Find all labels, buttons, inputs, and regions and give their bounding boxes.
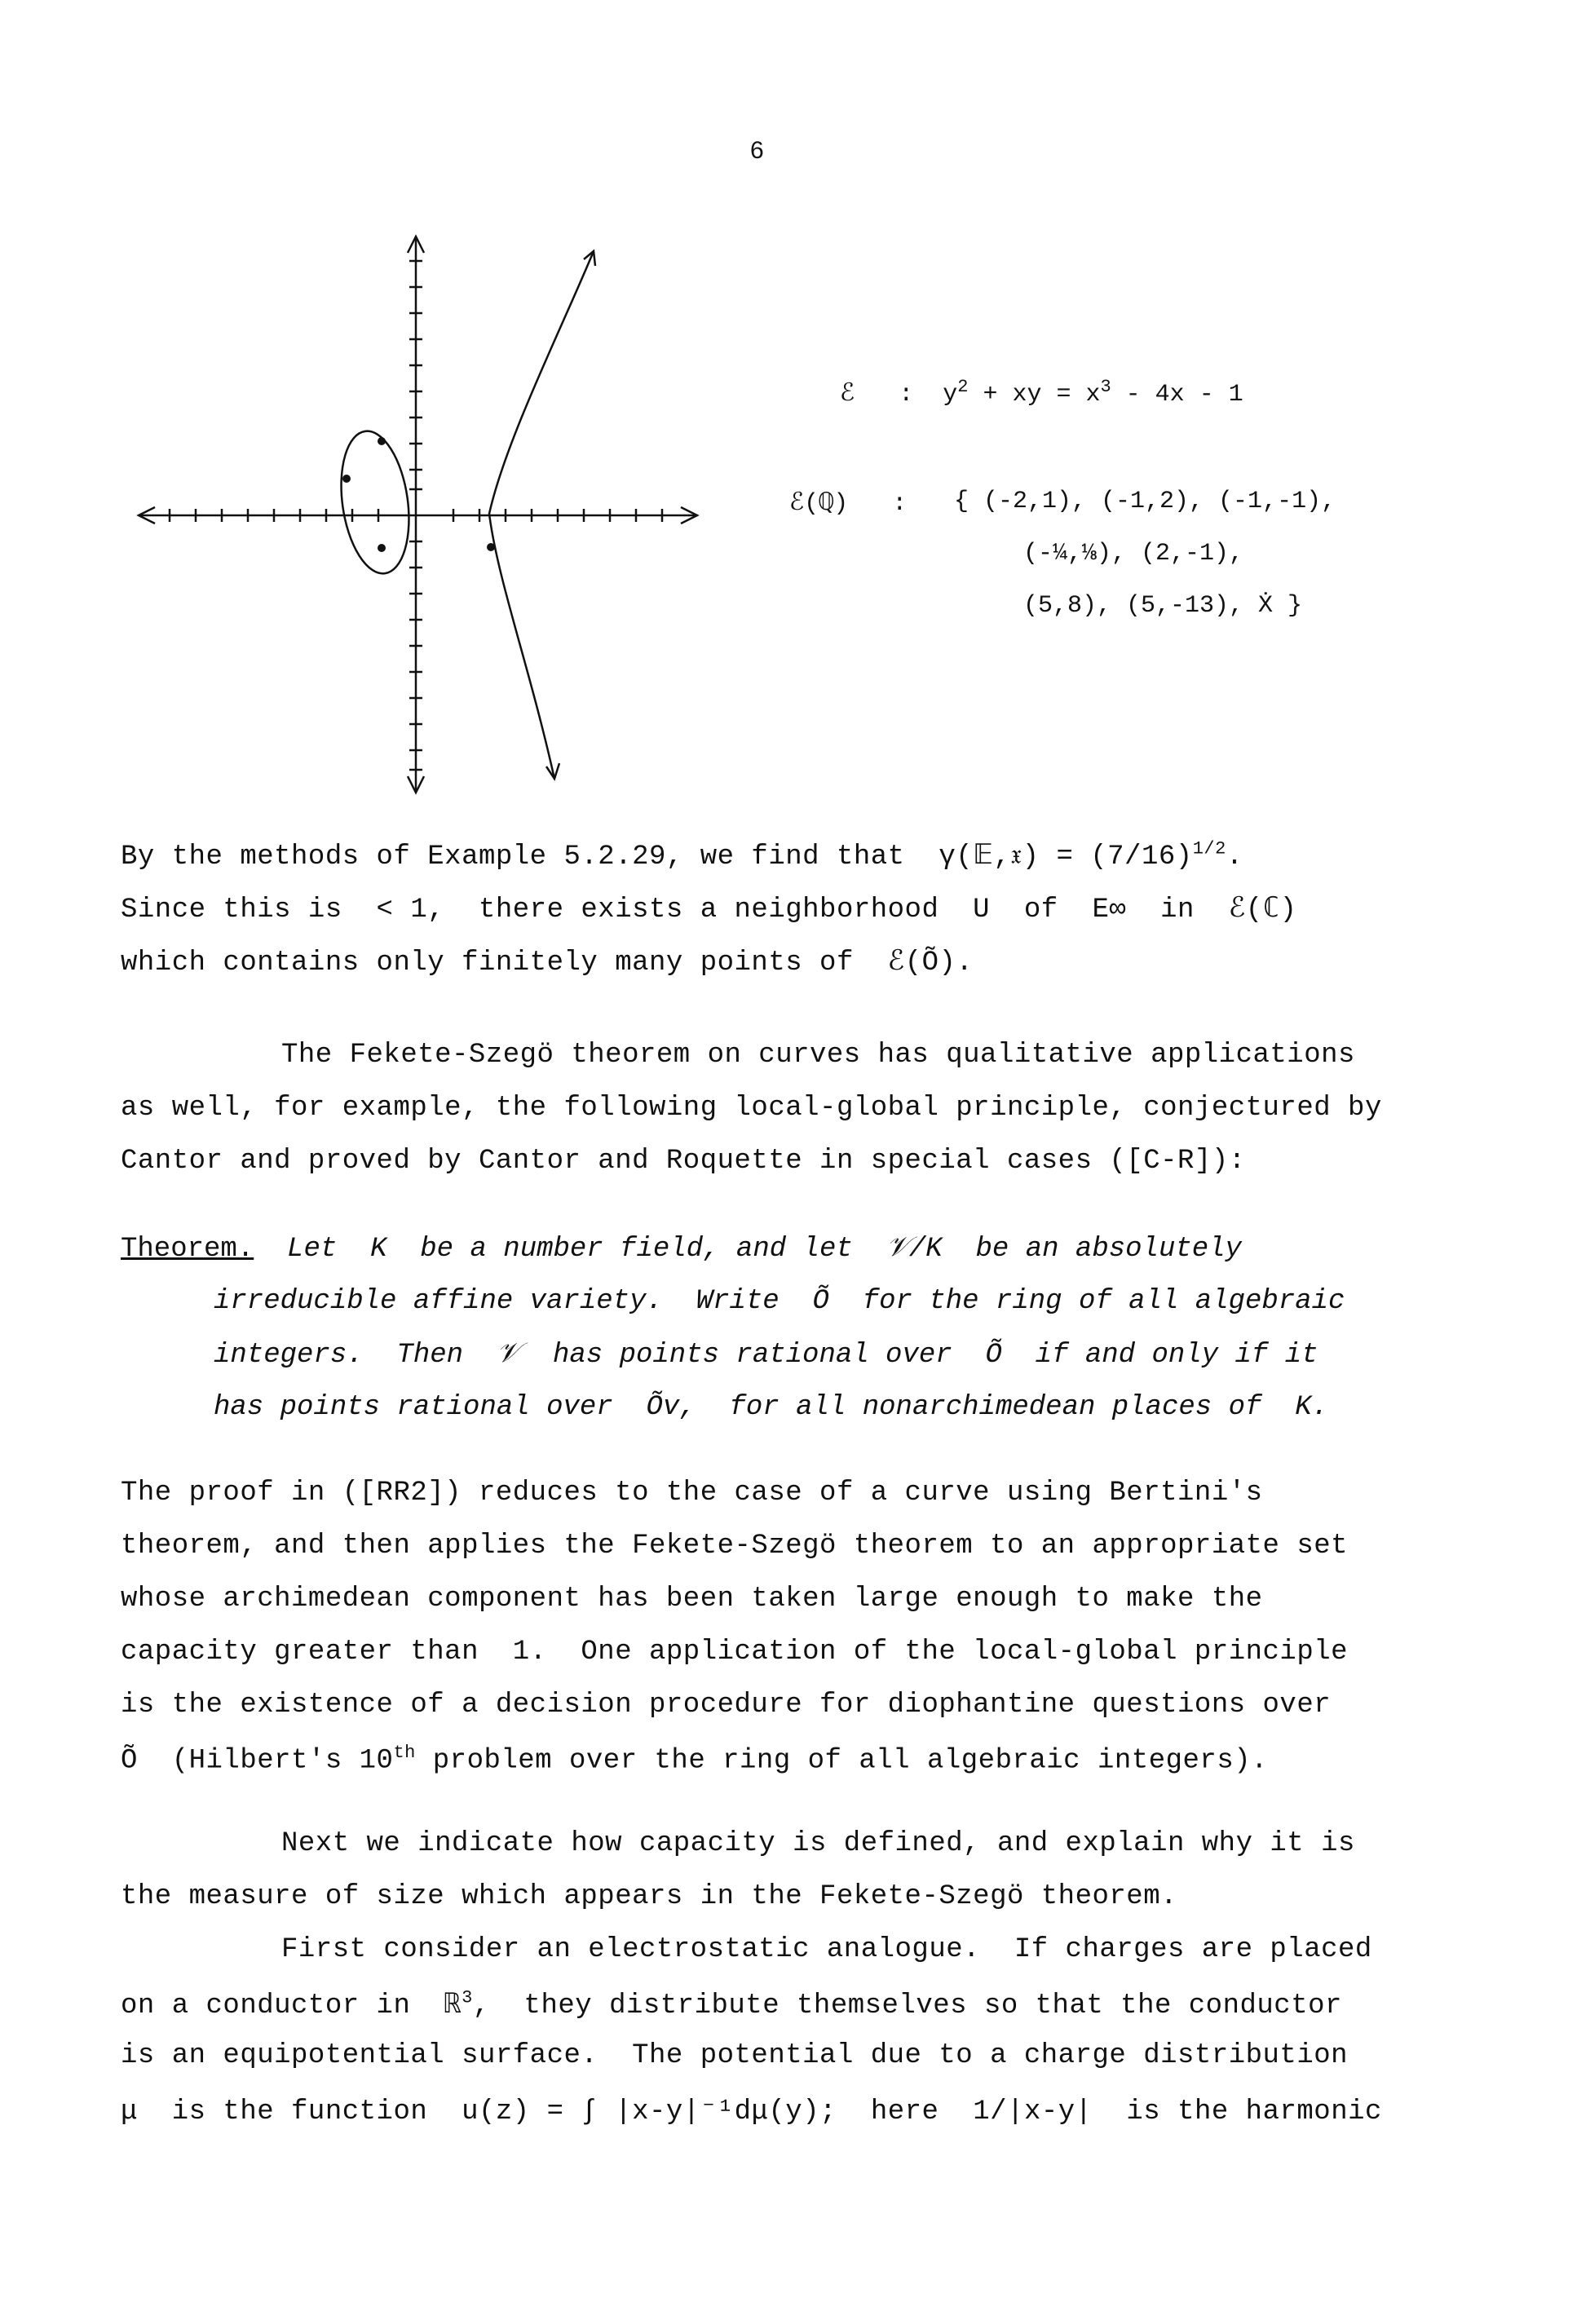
page-number: 6 [750,137,764,164]
para4-line2: the measure of size which appears in the Fekete-Szegö theorem. [121,1881,1178,1912]
para5-line4: μ is the function u(z) = ∫ |x-y|⁻¹dμ(y); here 1/|x-y| is the harmonic [121,2096,1382,2127]
para5-line2-end: , they distribute themselves so that the conductor [472,1990,1342,2021]
para2-line2: as well, for example, the following local-global principle, conjectured by [121,1093,1382,1124]
para5-line2-text: on a conductor in ℝ [121,1990,462,2021]
para1-line1-end: . [1226,842,1243,873]
elliptic-curve-plot [122,228,709,815]
para3-line6-sup: th [393,1743,416,1763]
para2-line1: The Fekete-Szegö theorem on curves has qualitative applications [281,1040,1355,1071]
para3-line5: is the existence of a decision procedure for diophantine questions over [121,1690,1332,1721]
para1-line1-text: By the methods of Example 5.2.29, we find that γ(𝔼,𝔵) = (7/16) [121,842,1193,873]
para1-line3: which contains only finitely many points of ℰ(Õ). [121,948,974,979]
theorem-heading: Theorem. [121,1234,254,1265]
para3-line2: theorem, and then applies the Fekete-Szegö theorem to an appropriate set [121,1531,1349,1562]
para3-line6 [121,1743,1268,1776]
para5-line2-sup: 3 [462,1987,473,2008]
para5-line1: First consider an electrostatic analogue. If charges are placed [281,1934,1372,1965]
para3-line6-text: Õ (Hilbert's 10 [121,1745,394,1777]
para3-line3: whose archimedean component has been taken large enough to make the [121,1584,1263,1615]
para1-line1 [121,838,1243,873]
rational-points-line-2: (-¼,⅛), (2,-1), [1023,540,1244,568]
equation-mid: + xy = x [968,381,1101,409]
para5-line2 [121,1987,1342,2021]
curve-symbol: ℰ [840,381,855,409]
equation-lhs: y [943,381,958,409]
para3-line4: capacity greater than 1. One application of the local-global principle [121,1637,1349,1668]
para1-line1-sup: 1/2 [1192,838,1226,859]
equation-exp-3: 3 [1100,377,1111,397]
para3-line1: The proof in ([RR2]) reduces to the case of a curve using Bertini's [121,1478,1263,1509]
para5-line3: is an equipotential surface. The potential due to a charge distribution [121,2040,1349,2071]
rational-points [342,437,495,552]
points-colon: : [892,490,908,518]
para2-line3: Cantor and proved by Cantor and Roquette in special cases ([C-R]): [121,1146,1246,1177]
equation-rhs: - 4x - 1 [1111,381,1243,409]
rational-points-line-1: { (-2,1), (-1,2), (-1,-1), [954,488,1336,515]
equation-colon: : [899,381,914,409]
theorem-line4: has points rational over Õv, for all nonarchimedean places of K. [214,1392,1329,1423]
para4-line1: Next we indicate how capacity is defined, and explain why it is [281,1828,1355,1859]
para1-line2: Since this is < 1, there exists a neighborhood U of E∞ in ℰ(ℂ) [121,895,1297,926]
rational-points-label [789,488,907,518]
equation-exp-2: 2 [957,377,969,397]
curve-oval-component [333,426,417,577]
rational-points-line-3: (5,8), (5,-13), Ẋ } [1023,592,1303,620]
curve-equation [840,377,1243,409]
theorem-line1-text: Let K be a number field, and let 𝒱/K be an absolutely [287,1234,1242,1265]
theorem-line2: irreducible affine variety. Write Õ for the ring of all algebraic [214,1286,1345,1317]
points-label: ℰ(ℚ) [789,490,849,518]
para3-line6-end: problem over the ring of all algebraic integers). [415,1745,1269,1777]
theorem-line3: integers. Then 𝒱 has points rational over Õ if and only if it [214,1340,1318,1371]
theorem-line1 [121,1233,1242,1265]
